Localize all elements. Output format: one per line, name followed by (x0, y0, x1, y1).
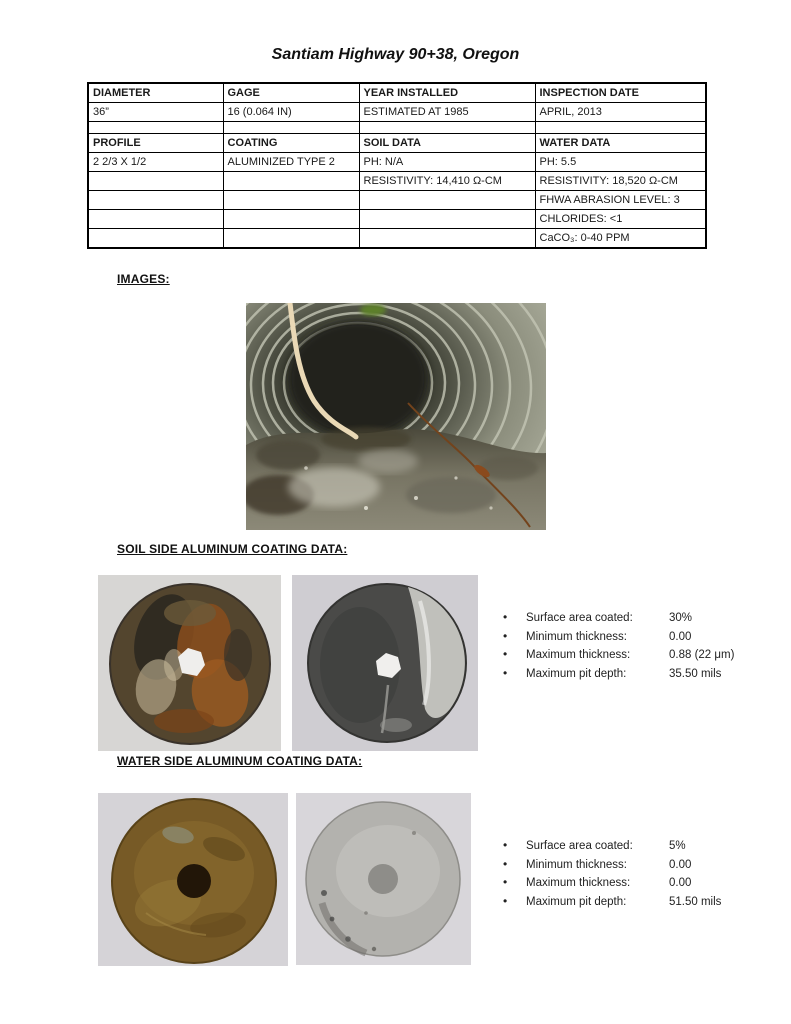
empty-cell (88, 191, 223, 210)
soil-coating-data-list (500, 610, 791, 684)
header-gage: GAGE (223, 83, 359, 103)
stat-label: Maximum pit depth: (526, 667, 627, 680)
bullet-icon: • (503, 875, 508, 890)
tunnel-darkness (288, 321, 428, 437)
empty-cell (88, 122, 223, 134)
bullet-icon: • (503, 647, 508, 662)
soil-coupon-photo-2 (292, 575, 478, 751)
bullet-icon: • (503, 893, 508, 908)
stat-value: 30% (669, 612, 693, 624)
water-coupon-photo-1 (98, 793, 288, 966)
header-coating: COATING (223, 134, 359, 153)
cell-inspection-date: APRIL, 2013 (535, 103, 706, 122)
empty-cell (535, 122, 706, 134)
soil-coupon-photo-1 (98, 575, 281, 751)
header-profile: PROFILE (88, 134, 223, 153)
culvert-interior-photo (246, 303, 546, 530)
spec-table (87, 82, 707, 249)
stat-label: Surface area coated: (526, 612, 633, 624)
list-item (500, 629, 791, 648)
empty-cell (359, 191, 535, 210)
empty-cell (88, 210, 223, 229)
empty-cell (223, 122, 359, 134)
empty-cell (223, 229, 359, 249)
list-item (500, 610, 791, 629)
empty-cell (359, 210, 535, 229)
cell-water-resistivity: RESISTIVITY: 18,520 Ω-CM (535, 172, 706, 191)
water-coupon-photo-2 (296, 793, 471, 965)
stat-value: 0.00 (669, 630, 692, 643)
table-row (88, 229, 706, 249)
cell-year-installed: ESTIMATED AT 1985 (359, 103, 535, 122)
empty-cell (223, 210, 359, 229)
coupon-center-hole (368, 864, 398, 894)
stat-value: 0.00 (669, 858, 692, 871)
empty-cell (88, 229, 223, 249)
table-spacer-row (88, 122, 706, 134)
empty-cell (223, 191, 359, 210)
stat-value: 0.88 (22 μm) (669, 649, 735, 662)
header-diameter: DIAMETER (88, 83, 223, 103)
vegetation-glimpse (360, 304, 386, 316)
cell-diameter: 36” (88, 103, 223, 122)
stat-value: 51.50 mils (669, 895, 722, 908)
water-side-heading: WATER SIDE ALUMINUM COATING DATA: (117, 754, 363, 768)
bullet-icon: • (503, 665, 508, 680)
list-item (500, 875, 791, 894)
cell-soil-resistivity: RESISTIVITY: 14,410 Ω-CM (359, 172, 535, 191)
cell-water-chlorides: CHLORIDES: <1 (535, 210, 706, 229)
header-soil-data: SOIL DATA (359, 134, 535, 153)
list-item (500, 647, 791, 666)
soil-side-heading: SOIL SIDE ALUMINUM COATING DATA: (117, 542, 348, 556)
page-title: Santiam Highway 90+38, Oregon (271, 46, 520, 63)
bullet-icon: • (503, 856, 508, 871)
list-item (500, 838, 791, 857)
cell-profile: 2 2/3 X 1/2 (88, 153, 223, 172)
table-row (88, 191, 706, 210)
cell-coating: ALUMINIZED TYPE 2 (223, 153, 359, 172)
table-row (88, 83, 706, 103)
header-water-data: WATER DATA (535, 134, 706, 153)
bullet-icon: • (503, 628, 508, 643)
empty-cell (223, 172, 359, 191)
stat-label: Minimum thickness: (526, 858, 627, 871)
stat-label: Maximum pit depth: (526, 895, 627, 908)
coupon-center-hole (177, 864, 211, 898)
cell-water-abrasion: FHWA ABRASION LEVEL: 3 (535, 191, 706, 210)
list-item (500, 894, 791, 913)
images-heading: IMAGES: (117, 272, 170, 286)
stat-label: Surface area coated: (526, 840, 633, 852)
list-item (500, 666, 791, 685)
empty-cell (88, 172, 223, 191)
header-year-installed: YEAR INSTALLED (359, 83, 535, 103)
table-row (88, 172, 706, 191)
stat-value: 5% (669, 840, 686, 852)
stat-label: Maximum thickness: (526, 649, 631, 662)
header-inspection-date: INSPECTION DATE (535, 83, 706, 103)
water-coating-data-list (500, 838, 791, 912)
table-row (88, 134, 706, 153)
empty-cell (359, 122, 535, 134)
cell-soil-ph: PH: N/A (359, 153, 535, 172)
table-row (88, 103, 706, 122)
bullet-icon: • (503, 610, 508, 624)
stat-value: 0.00 (669, 877, 692, 890)
cell-water-ph: PH: 5.5 (535, 153, 706, 172)
table-row (88, 153, 706, 172)
stat-label: Maximum thickness: (526, 877, 631, 890)
table-row (88, 210, 706, 229)
stat-label: Minimum thickness: (526, 630, 627, 643)
list-item (500, 857, 791, 876)
stat-value: 35.50 mils (669, 667, 722, 680)
cell-gage: 16 (0.064 IN) (223, 103, 359, 122)
bullet-icon: • (503, 838, 508, 852)
cell-water-caco3: CaCO₃: 0-40 PPM (535, 229, 706, 249)
empty-cell (359, 229, 535, 249)
